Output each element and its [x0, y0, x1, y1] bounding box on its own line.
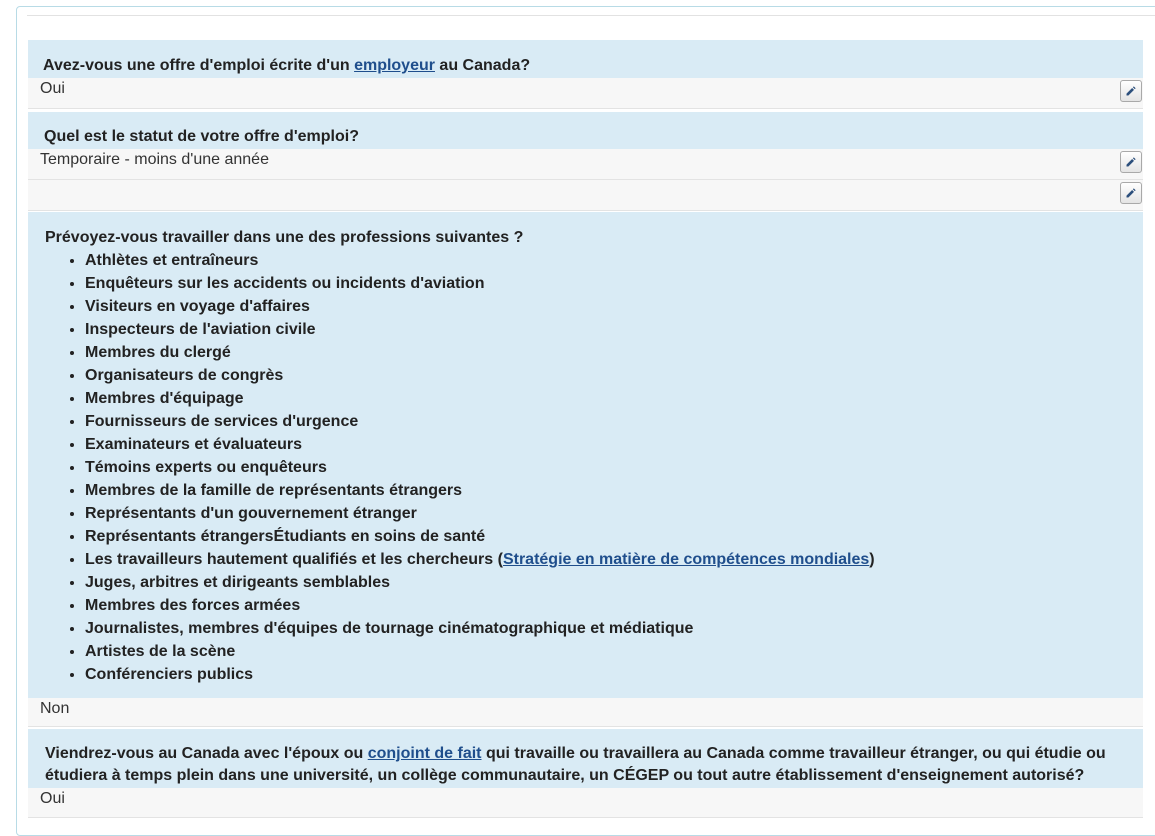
pencil-icon [1125, 156, 1137, 168]
list-item: • Membres du clergé [85, 341, 1133, 364]
question-text-after: au Canada? [434, 57, 531, 74]
list-item: • Enquêteurs sur les accidents ou incidents d'aviation [85, 272, 1133, 295]
answer-job-offer [28, 78, 1143, 109]
professions-list [45, 249, 1133, 686]
list-item-with-link [85, 548, 1133, 571]
edit-job-offer-button[interactable] [1120, 80, 1142, 102]
list-item: • Organisateurs de congrès [85, 364, 1133, 387]
list-item: • Examinateurs et évaluateurs [85, 433, 1133, 456]
answer-text: Temporaire - moins d'une année [40, 151, 269, 168]
question-spouse [28, 729, 1143, 788]
list-item: • Artistes de la scène [85, 640, 1133, 663]
list-item: • Fournisseurs de services d'urgence [85, 410, 1133, 433]
pencil-icon [1125, 85, 1137, 97]
question-text: Prévoyez-vous travailler dans une des professions suivantes ? [45, 229, 524, 246]
list-item-text-before: Les travailleurs hautement qualifiés et les chercheurs ( [85, 551, 503, 568]
list-item: • Membres d'équipage [85, 387, 1133, 410]
list-item: • Juges, arbitres et dirigeants semblables [85, 571, 1133, 594]
list-item: • Représentants étrangersÉtudiants en soins de santé [85, 525, 1133, 548]
list-item-text-after: ) [869, 551, 875, 568]
list-item: • Représentants d'un gouvernement étranger [85, 502, 1133, 525]
list-item: • Membres des forces armées [85, 594, 1133, 617]
panel-divider [27, 15, 1155, 16]
question-text-before: Viendrez-vous au Canada avec l'époux ou [45, 745, 368, 762]
empty-answer-row [28, 180, 1143, 211]
list-item: • Membres de la famille de représentants étrangers [85, 479, 1133, 502]
question-text: Quel est le statut de votre offre d'emploi? [44, 128, 359, 145]
global-skills-strategy-link[interactable]: Stratégie en matière de compétences mondiales [502, 551, 870, 568]
answer-job-status [28, 149, 1143, 180]
question-job-status [28, 112, 1143, 149]
list-item: • Inspecteurs de l'aviation civile [85, 318, 1133, 341]
question-job-offer [28, 40, 1143, 78]
pencil-icon [1125, 187, 1137, 199]
common-law-partner-link[interactable]: conjoint de fait [367, 745, 482, 762]
answer-text: Oui [40, 790, 65, 807]
answer-professions [28, 698, 1143, 727]
list-item: • Témoins experts ou enquêteurs [85, 456, 1133, 479]
question-professions [28, 212, 1143, 698]
list-item: • Journalistes, membres d'équipes de tournage cinématographique et médiatique [85, 617, 1133, 640]
edit-empty-row-button[interactable] [1120, 182, 1142, 204]
answer-text: Oui [40, 80, 65, 97]
question-text-after: qui travaille ou travaillera au Canada comme travailleur étranger, ou qui étudie ou étudiera à temps plein dans une université, un collège communautaire, un CÉGEP ou tout autre établissement d'enseignement autorisé? [45, 745, 1106, 784]
list-item: • Conférenciers publics [85, 663, 1133, 686]
answer-text: Non [40, 700, 70, 717]
list-item: • Athlètes et entraîneurs [85, 249, 1133, 272]
question-text-before: Avez-vous une offre d'emploi écrite d'un [43, 57, 355, 74]
answer-spouse [28, 788, 1143, 818]
edit-job-status-button[interactable] [1120, 151, 1142, 173]
employer-link[interactable]: employeur [354, 57, 435, 74]
list-item: • Visiteurs en voyage d'affaires [85, 295, 1133, 318]
